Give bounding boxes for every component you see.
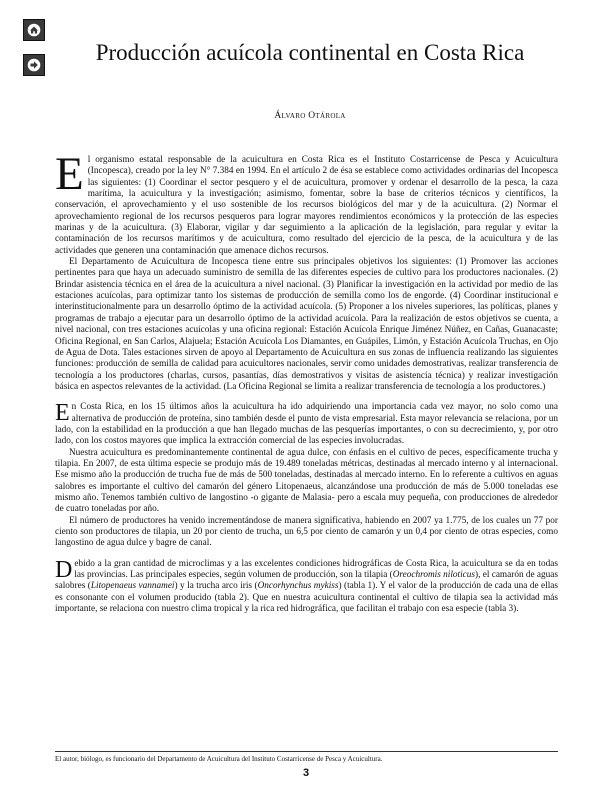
next-page-button[interactable] (23, 54, 45, 76)
paragraph-text: n Costa Rica, en los 15 últimos años la acuicultura ha ido adquiriendo una importancia cada vez mayor, no solo como una alternativa de producción de proteína, sino también desde el punto de vista empresarial. Esta mayor relevancia se relaciona, por un lado, con la estabilidad en la producción a que han llegado muchas de las pesquerías importantes, o con su decrecimiento, y, por otro lado, con los costos mayores que implica la extracción comercial de las especies involucradas. (55, 402, 558, 447)
drop-cap: D (55, 556, 73, 583)
paragraph-intro (55, 148, 558, 257)
paragraph-importance (55, 402, 558, 447)
footnote: El autor, biólogo, es funcionario del Departamento de Acuicultura del Instituto Costarricense de Pesca y Acuicultura. (55, 755, 383, 763)
species-name: Oreochromis niloticus (392, 570, 476, 581)
footnote-divider (55, 751, 558, 752)
paragraph-text: ) y la trucha arco iris ( (174, 581, 258, 592)
home-icon (27, 23, 41, 37)
drop-cap: E (55, 400, 70, 427)
species-name: Litopenaeus vannamei (90, 581, 175, 592)
paragraph-text: ebido a la gran cantidad de microclimas y a las excelentes condiciones hidrográficas de Costa Rica, la acuicultura se da en todas las provincias. Las principales especies, según volumen de producción, son la tilapia ( (74, 558, 558, 581)
paragraph-objectives: El Departamento de Acuicultura de Incopesca tiene entre sus principales objetivos los siguientes: (1) Promover las acciones pertinentes para que haya un adecuado suministro de semilla de las diferentes especies de cultivo para los productores nacionales. (2) Brindar asistencia técnica en el área de la acuicultura a nivel nacional. (3) Planificar la investigación en la actividad por medio de las estaciones acuícolas, para optimizar tanto los sistemas de producción de semilla como los de engorde. (4) Coordinar institucional e interinstitucionalmente para un desarrollo óptimo de la actividad acuícola. (5) Proponer a los niveles superiores, las políticas, planes y programas de trabajo a ejecutar para un desarrollo óptimo de la actividad acuícola. Para la realización de estos objetivos se cuenta, a nivel nacional, con tres estaciones acuícolas y una oficina regional: Estación Acuícola Enrique Jiménez Núñez, en Cañas, Guanacaste; Oficina Regional, en San Carlos, Alajuela; Estación Acuícola Los Diamantes, en Guápiles, Limón, y Estación Acuícola Truchas, en Ojo de Agua de Dota. Tales estaciones sirven de apoyo al Departamento de Acuicultura en sus zonas de influencia realizando las siguientes funciones: producción de semilla de calidad para acuicultores nacionales, servir como unidades demostrativas, realizar transferencia de tecnología a los productores (charlas, cursos, pasantías, días demostrativos y visitas de asistencia técnica) y realizar investigación básica en aspectos relevantes de la actividad. (La Oficina Regional se limita a realizar transferencia de tecnología a los productores.) (55, 257, 558, 392)
article-title: Producción acuícola continental en Costa Rica (95, 40, 525, 65)
paragraph-text: ) (tabla 1). Y el valor de la producción de cada una de ellas es consonante con el volumen producido (tabla 2). Que en nuestra acuicultura continental el cultivo de tilapia sea la actividad más importante, se relaciona con nuestro clima tropical y la rica red hidrográfica, que facilitan el trabajo con esa especie (tabla 3). (55, 581, 558, 615)
home-button[interactable] (23, 19, 45, 41)
drop-cap: E (55, 148, 84, 200)
author-name: Álvaro Otárola (274, 111, 346, 121)
paragraph-species (55, 556, 558, 616)
next-page-icon (27, 58, 41, 72)
page-number: 3 (302, 767, 310, 779)
paragraph-text: ), el camarón de aguas salobres ( (55, 570, 558, 592)
paragraph-producers: El número de productores ha venido incrementándose de manera significativa, habiendo en 2007 ya 1.775, de los cuales un 77 por ciento son productores de tilapia, un 20 por ciento de trucha, un 6,5 por ciento de camarón y un 0,4 por ciento de otras especies, como langostino de agua dulce y bagre de canal. (55, 515, 558, 549)
paragraph-production: Nuestra acuicultura es predominantemente continental de agua dulce, con énfasis en el cultivo de peces, específicamente trucha y tilapia. En 2007, de esta última especie se produjo más de 19.489 toneladas métricas, destinadas al mercado interno y al internacional. Ese mismo año la producción de trucha fue de más de 500 toneladas, destinadas al mercado interno. En lo referente a cultivos en aguas salobres es importante el cultivo del camarón del género Litopenaeus, alcanzándose una producción de más de 5.000 toneladas ese mismo año. Tenemos también cultivo de langostino -o gigante de Malasia- pero a escala muy pequeña, con producciones de alrededor de cuatro toneladas por año. (55, 447, 558, 515)
article-body (55, 148, 558, 615)
species-name: Oncorhynchus mykiss (257, 581, 339, 592)
paragraph-text: l organismo estatal responsable de la acuicultura en Costa Rica es el Instituto Costarricense de Pesca y Acuicultura (Incopesca), creado por la ley N° 7.384 en 1994. En el artículo 2 de ésa se establece como actividades ordinarias del Incopesca las siguientes: (1) Coordinar el sector pesquero y el de acuicultura, promover y ordenar el desarrollo de la pesca, la caza marítima, la acuicultura y la investigación; asimismo, fomentar, sobre la base de criterios técnicos y científicos, la conservación, el aprovechamiento y el uso sostenible de los recursos biológicos del mar y de la acuicultura. (2) Normar el aprovechamiento regional de los recursos pesqueros para lograr mayores rendimientos económicos y la protección de las especies marinas y de la acuicultura. (3) Elaborar, vigilar y dar seguimiento a la aplicación de la legislación, para regular y evitar la contaminación de los recursos marítimos y de acuicultura, como resultado del ejercicio de la pesca, de la acuicultura y de las actividades que generen una contaminación que amenace dichos recursos. (55, 155, 558, 256)
